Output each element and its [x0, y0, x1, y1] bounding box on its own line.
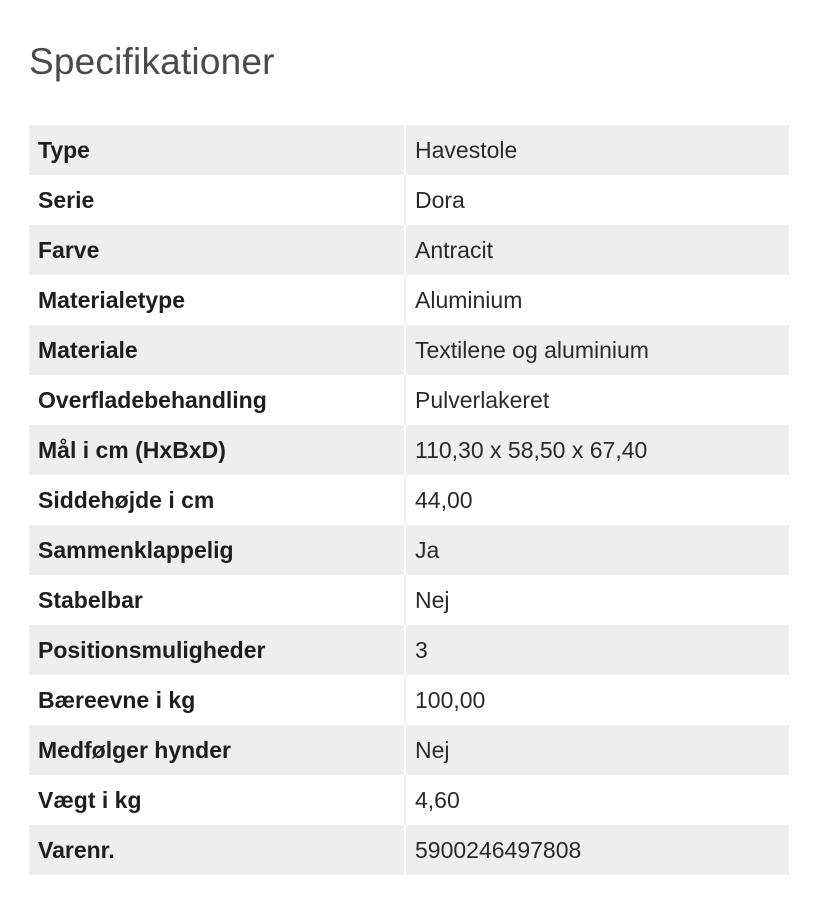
- spec-label: Sammenklappelig: [29, 525, 405, 575]
- spec-row-siddehojde: [29, 475, 789, 525]
- spec-row-stabelbar: [29, 575, 789, 625]
- spec-label: Positionsmuligheder: [29, 625, 405, 675]
- spec-row-sammenklappelig: [29, 525, 789, 575]
- spec-row-varenr: [29, 825, 789, 875]
- spec-row-vaegt: [29, 775, 789, 825]
- spec-value: 44,00: [405, 475, 789, 525]
- spec-value: Ja: [405, 525, 789, 575]
- spec-row-materiale: [29, 325, 789, 375]
- spec-label: Siddehøjde i cm: [29, 475, 405, 525]
- spec-row-baereevne: [29, 675, 789, 725]
- spec-value: Aluminium: [405, 275, 789, 325]
- spec-value: Nej: [405, 725, 789, 775]
- spec-row-serie: [29, 175, 789, 225]
- spec-label: Type: [29, 125, 405, 175]
- spec-label: Varenr.: [29, 825, 405, 875]
- spec-value: Textilene og aluminium: [405, 325, 789, 375]
- spec-label: Materialetype: [29, 275, 405, 325]
- specifications-table: [29, 125, 789, 875]
- spec-value: Dora: [405, 175, 789, 225]
- spec-label: Farve: [29, 225, 405, 275]
- spec-label: Bæreevne i kg: [29, 675, 405, 725]
- spec-label: Overfladebehandling: [29, 375, 405, 425]
- spec-value: Pulverlakeret: [405, 375, 789, 425]
- spec-value: 3: [405, 625, 789, 675]
- spec-value: 110,30 x 58,50 x 67,40: [405, 425, 789, 475]
- spec-label: Vægt i kg: [29, 775, 405, 825]
- spec-row-positionsmuligheder: [29, 625, 789, 675]
- spec-label: Materiale: [29, 325, 405, 375]
- page-title: Specifikationer: [29, 41, 275, 82]
- spec-value: Nej: [405, 575, 789, 625]
- spec-label: Serie: [29, 175, 405, 225]
- spec-label: Mål i cm (HxBxD): [29, 425, 405, 475]
- spec-value: 100,00: [405, 675, 789, 725]
- spec-value: 4,60: [405, 775, 789, 825]
- spec-row-dimensions: [29, 425, 789, 475]
- spec-row-type: [29, 125, 789, 175]
- spec-value: 5900246497808: [405, 825, 789, 875]
- spec-value: Havestole: [405, 125, 789, 175]
- spec-label: Medfølger hynder: [29, 725, 405, 775]
- spec-label: Stabelbar: [29, 575, 405, 625]
- spec-row-overfladebehandling: [29, 375, 789, 425]
- spec-row-farve: [29, 225, 789, 275]
- spec-row-materialetype: [29, 275, 789, 325]
- spec-row-medfolger-hynder: [29, 725, 789, 775]
- spec-value: Antracit: [405, 225, 789, 275]
